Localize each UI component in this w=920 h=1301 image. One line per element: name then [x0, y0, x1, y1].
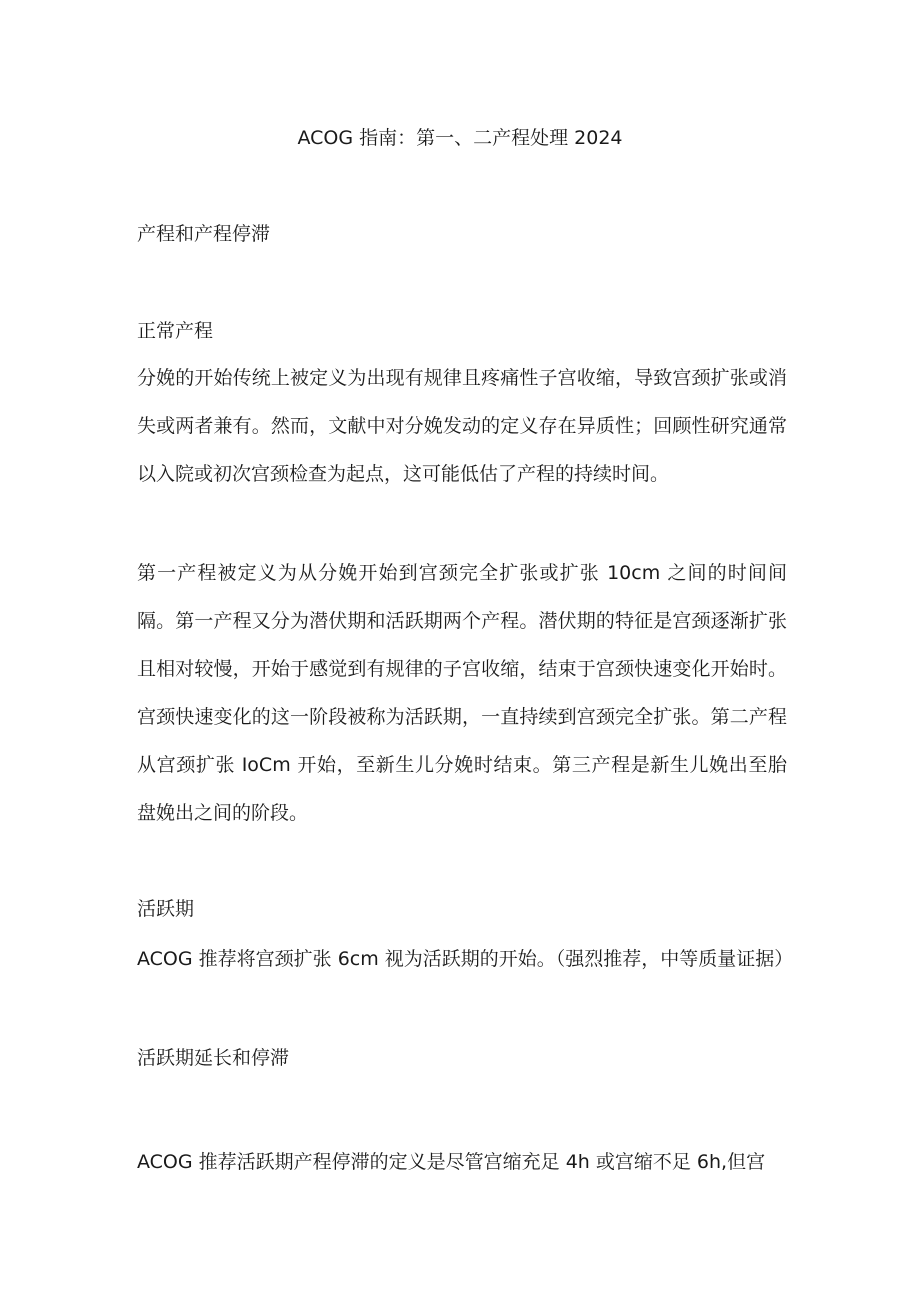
labor-stages-paragraph: 第一产程被定义为从分娩开始到宫颈完全扩张或扩张 10cm 之间的时间间隔。第一产程又分为潜伏期和活跃期两个产程。潜伏期的特征是宫颈逐渐扩张且相对较慢，开始于感觉到有规律的子宫收缩，结束于宫颈快速变化开始时。宫颈快速变化的这一阶段被称为活跃期，一直持续到宫颈完全扩张。第二产程从宫颈扩张 IoCm 开始，至新生儿分娩时结束。第三产程是新生儿娩出至胎盘娩出之间的阶段。 — [137, 562, 787, 824]
document-title: ACOG 指南：第一、二产程处理 2024 — [297, 127, 623, 149]
normal-labor-paragraph: 分娩的开始传统上被定义为出现有规律且疼痛性子宫收缩，导致宫颈扩张或消失或两者兼有。然而，文献中对分娩发动的定义存在异质性；回顾性研究通常以入院或初次宫颈检查为起点，这可能低估了产程的持续时间。 — [137, 367, 787, 485]
prolonged-arrest-paragraph: ACOG 推荐活跃期产程停滞的定义是尽管宫缩充足 4h 或宫缩不足 6h,但宫 — [137, 1151, 766, 1173]
active-phase-paragraph: ACOG 推荐将宫颈扩张 6cm 视为活跃期的开始。（强烈推荐，中等质量证据） — [137, 948, 794, 970]
section-heading: 产程和产程停滞 — [137, 223, 271, 245]
prolonged-arrest-heading: 活跃期延长和停滞 — [137, 1047, 290, 1069]
normal-labor-heading: 正常产程 — [137, 320, 214, 342]
active-phase-heading: 活跃期 — [137, 898, 195, 920]
